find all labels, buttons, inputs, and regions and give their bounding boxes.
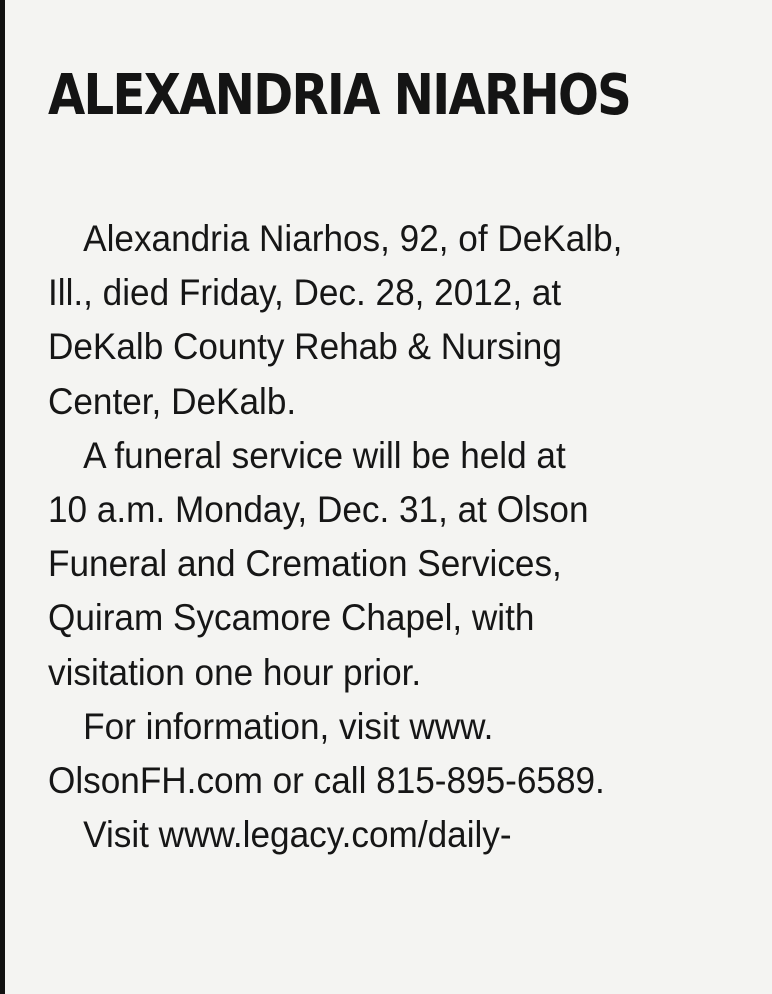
body-line: Alexandria Niarhos, 92, of DeKalb, [83,218,623,259]
body-line: Quiram Sycamore Chapel, with [48,597,535,639]
body-line: Visit www.legacy.com/daily- [83,814,512,856]
clipping-left-edge [0,0,5,994]
body-line: 10 a.m. Monday, Dec. 31, at Olson [48,489,589,531]
body-line: DeKalb County Rehab & Nursing [48,326,562,368]
body-line: For information, visit www. [83,705,494,747]
body-line: A funeral service will be held at [83,434,566,476]
obituary-body [48,212,768,862]
body-line: Funeral and Cremation Services, [48,543,562,585]
body-line: OlsonFH.com or call 815-895-6589. [48,760,605,802]
body-line: Ill., died Friday, Dec. 28, 2012, at [48,272,562,314]
body-line: visitation one hour prior. [48,651,422,693]
obituary-headline: ALEXANDRIA NIARHOS [48,63,631,128]
body-line: Center, DeKalb. [48,380,297,422]
